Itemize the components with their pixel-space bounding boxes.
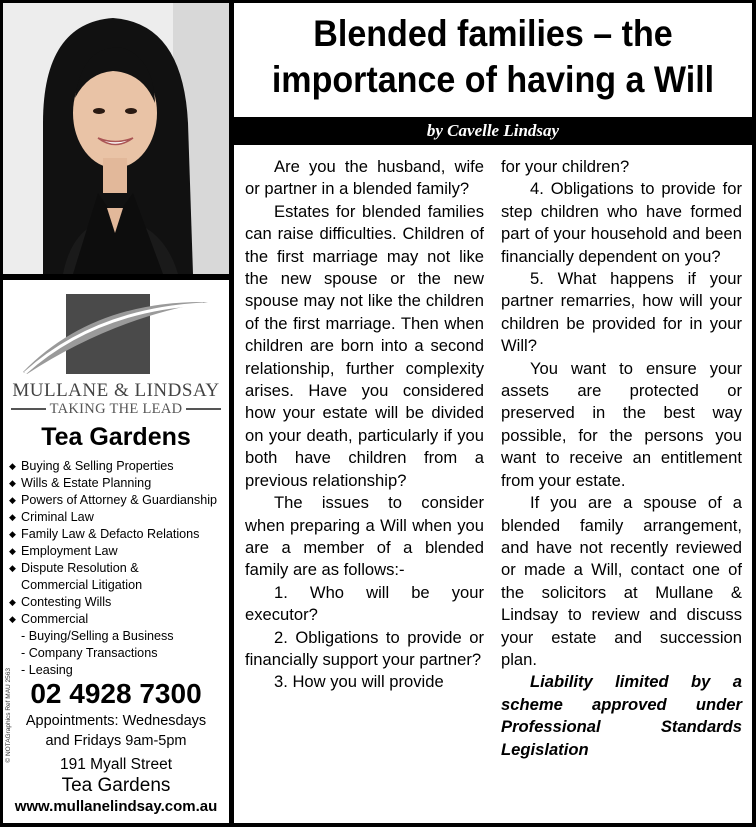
service-subitem xyxy=(9,628,229,645)
headline-box xyxy=(234,3,752,117)
service-label: Employment Law xyxy=(21,544,118,558)
paragraph: 3. How you will provide xyxy=(274,672,444,692)
paragraph-continued: for your children? xyxy=(501,157,630,176)
service-item-continued xyxy=(9,577,229,594)
service-label: Criminal Law xyxy=(21,510,94,524)
headline-line-1: Blended families – the xyxy=(313,13,673,54)
bullet-icon: ◆ xyxy=(9,461,16,471)
firm-advertisement xyxy=(3,280,229,823)
service-label: Powers of Attorney & Guardianship xyxy=(21,493,218,507)
address-town: Tea Gardens xyxy=(61,775,171,796)
service-sub-label: - Leasing xyxy=(21,663,73,677)
byline-bar xyxy=(234,119,752,143)
tagline: TAKING THE LEAD xyxy=(49,400,183,417)
service-item xyxy=(9,475,229,492)
brand-name: MULLANE & LINDSAY xyxy=(12,380,220,401)
bullet-icon: ◆ xyxy=(9,614,16,624)
service-label: Family Law & Defacto Relations xyxy=(21,527,200,541)
service-item xyxy=(9,492,229,509)
liability-notice: Liability limited by a scheme approved under Professional Standards Legislation xyxy=(501,672,742,759)
service-label: Dispute Resolution & xyxy=(21,561,139,575)
logo-mark-icon xyxy=(3,280,229,380)
headline xyxy=(260,11,726,103)
author-photo xyxy=(3,3,229,274)
service-item xyxy=(9,594,229,611)
service-item xyxy=(9,458,229,475)
service-item xyxy=(9,611,229,628)
service-subitem xyxy=(9,645,229,662)
service-item xyxy=(9,543,229,560)
article-column-1 xyxy=(245,156,484,694)
bullet-icon: ◆ xyxy=(9,546,16,556)
article-body xyxy=(234,145,752,823)
service-label: Contesting Wills xyxy=(21,595,112,609)
service-sub-label: - Company Transactions xyxy=(21,646,158,660)
paragraph: Estates for blended families can raise difficulties. Children of the first marriage may not like the new spouse or the new spouse may not like the children of the first marriage. Then when children are born into a second relationship, further complexity arises. Have you considered how your estate will be divided on your death, particularly if you both have children from a previous relationship? xyxy=(245,201,484,490)
article-column-2 xyxy=(501,156,742,761)
byline: by Cavelle Lindsay xyxy=(426,121,560,140)
paragraph: 2. Obligations to provide or financially support your partner? xyxy=(245,627,484,669)
bullet-icon: ◆ xyxy=(9,597,16,607)
headline-line-2: importance of having a Will xyxy=(271,59,715,100)
credit-text: © NOTAGraphics Ref MAU 2563 xyxy=(5,668,12,763)
divider xyxy=(11,408,46,410)
phone-number[interactable]: 02 4928 7300 xyxy=(30,678,202,709)
service-item xyxy=(9,509,229,526)
divider xyxy=(186,408,221,410)
website-link[interactable]: www.mullanelindsay.com.au xyxy=(14,798,218,815)
service-item xyxy=(9,526,229,543)
bullet-icon: ◆ xyxy=(9,512,16,522)
service-label: Wills & Estate Planning xyxy=(21,476,152,490)
bullet-icon: ◆ xyxy=(9,563,16,573)
tagline-row xyxy=(11,399,221,419)
paragraph: The issues to consider when preparing a Will when you are a member of a blended family are as follows:- xyxy=(245,493,484,580)
appointments-line-1: Appointments: Wednesdays xyxy=(25,713,207,729)
paragraph: 4. Obligations to provide for step children who have formed part of your household and been financially dependent on you? xyxy=(501,179,742,266)
bullet-icon: ◆ xyxy=(9,478,16,488)
paragraph: 1. Who will be your executor? xyxy=(245,582,484,625)
bullet-icon: ◆ xyxy=(9,495,16,505)
bullet-icon: ◆ xyxy=(9,529,16,539)
paragraph: If you are a spouse of a blended family arrangement, and have not recently reviewed or made a Will, contact one of the solicitors at Mullane & Lindsay to review and discuss your estate and succession plan. xyxy=(501,493,742,669)
paragraph: 5. What happens if your partner remarries, how will your children be provided for in your Will? xyxy=(501,269,742,356)
appointments xyxy=(3,711,229,751)
service-label: Buying & Selling Properties xyxy=(21,459,174,473)
services-list xyxy=(9,458,229,679)
service-label: Commercial Litigation xyxy=(21,578,143,592)
service-sub-label: - Buying/Selling a Business xyxy=(21,629,174,643)
appointments-line-2: and Fridays 9am-5pm xyxy=(45,733,187,749)
office-town: Tea Gardens xyxy=(41,423,191,451)
portrait-illustration xyxy=(3,3,229,274)
service-item xyxy=(9,560,229,577)
paragraph: You want to ensure your assets are protected or preserved in the best way possible, for the persons you want to receive an entitlement from your estate. xyxy=(501,358,742,490)
paragraph: Are you the husband, wife or partner in a blended family? xyxy=(245,157,484,199)
service-label: Commercial xyxy=(21,612,89,626)
service-subitem xyxy=(9,662,229,679)
street-address: 191 Myall Street xyxy=(60,756,172,773)
